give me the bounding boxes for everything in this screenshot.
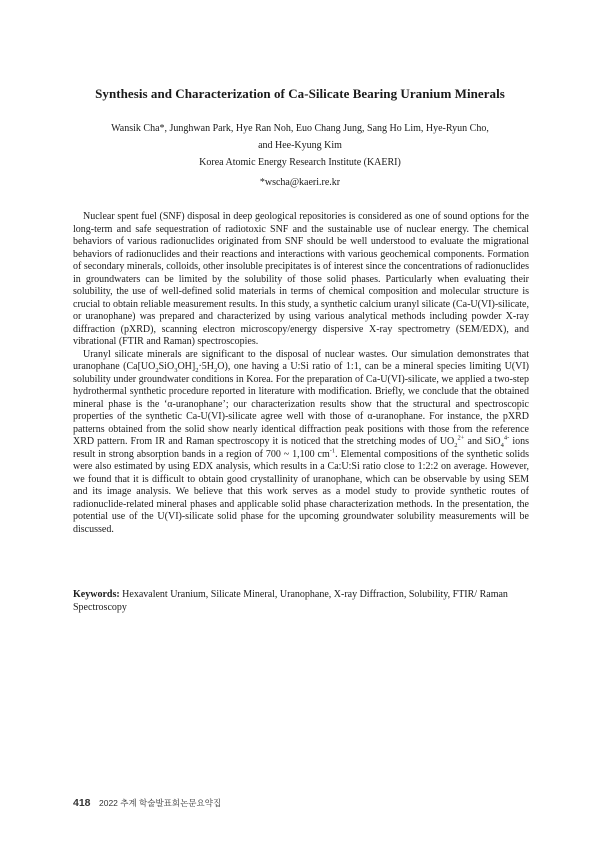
superscript: -1	[329, 447, 336, 455]
superscript: 2+	[457, 434, 465, 442]
abstract-body	[73, 211, 529, 536]
subscript: 3	[174, 367, 178, 374]
subscript: 2	[454, 442, 458, 449]
paragraph-2-text-b: O), one having a U:Si ratio of 1:1, can be a mineral species limiting U(VI) solubility under groundwater conditions in Korea. For the preparation of Ca-U(VI)-silicate, we applied a two-step hydrothermal synthetic procedure reported in literature with modification. Briefly, we conclude that the obtained mineral phase is the ‘α-uranophane’; our characterization results show that the structural and spectroscopic properties of the synthetic Ca-U(VI)-silicate agree well with those of α-uranophane. For instance, the pXRD patterns obtained from the solid show nearly identical diffraction peak positions with those from the reference XRD pattern. From IR and Raman spectroscopy it is noticed that the stretching modes of UO	[73, 361, 530, 447]
formula-part: ·5H	[198, 361, 215, 372]
formula-part: OH]	[177, 361, 196, 372]
page-number: 418	[73, 797, 91, 809]
paragraph-2-text-c: and SiO	[464, 436, 501, 447]
subscript: 2	[155, 367, 159, 374]
abstract-paragraph-1: Nuclear spent fuel (SNF) disposal in deep geological repositories is considered as one of sound options for the long-term and safe sequestration of radiotoxic SNF and the sustainable use of nuclear energy. The chemical behaviors of various radionuclides originated from SNF should be well understood to evaluate the migrational behaviors of radionuclides and their reactions and interactions with various geochemical components. Formation of secondary minerals, colloids, other insoluble precipitates is of interest since the concentrations of radionuclides in groundwaters can be limited by the solubility of those solid phases. Particularly when evaluating their solubility, the use of well-defined solid materials in terms of chemical composition and molecular structure is crucial to obtain reliable measurement results. In this study, a synthetic calcium uranyl silicate (Ca-U(VI)-silicate, or uranophane) was prepared and characterized by using various analytical methods including powder X-ray diffraction (pXRD), scanning electron microscopy/energy dispersive X-ray spectrometry (SEM/EDX), and vibrational (FTIR and Raman) spectroscopies.	[73, 211, 529, 347]
subscript: 4	[500, 442, 504, 449]
paper-title: Synthesis and Characterization of Ca-Silicate Bearing Uranium Minerals	[95, 86, 505, 101]
superscript: 4-	[503, 434, 510, 442]
subscript: 2	[214, 367, 218, 374]
keywords-label: Keywords:	[73, 589, 120, 600]
affiliation: Korea Atomic Energy Research Institute (KAERI)	[199, 157, 401, 168]
author-list-line2: and Hee-Kyung Kim	[258, 140, 342, 151]
keywords-text: Hexavalent Uranium, Silicate Mineral, Uranophane, X-ray Diffraction, Solubility, FTIR/ Raman Spectroscopy	[73, 589, 508, 613]
paragraph-2-text-d: ions result in strong absorption bands in a region of 700 ~ 1,100 cm	[73, 436, 529, 460]
subscript: 2	[195, 367, 199, 374]
paragraph-2-text-e: . Elemental compositions of the synthetic solids were also estimated by using EDX analysis, which results in a Ca:U:Si ratio close to 1:2:2 on average. However, we found that it is difficult to obtain good crystallinity of uranophane, which can be observable by using SEM and its image analysis. We believe that this work serves as a model study to provide synthetic routes of radionuclide-related mineral phases and applicable solid phase characterization methods. In the presentation, the potential use of the U(VI)-silicate solid phase for the upcoming groundwater solubility measurements will be discussed.	[73, 448, 529, 535]
paragraph-2-text-a: Uranyl silicate minerals are significant to the disposal of nuclear wastes. Our simulation demonstrates that uranophane (Ca[UO	[73, 348, 529, 372]
page-footer	[73, 793, 221, 811]
formula-part: SiO	[158, 361, 175, 372]
corresponding-email: *wscha@kaeri.re.kr	[259, 177, 341, 188]
proceedings-title: 2022 추계 학술발표회논문요약집	[98, 798, 222, 808]
author-list-line1: Wansik Cha*, Junghwan Park, Hye Ran Noh, Euo Chang Jung, Sang Ho Lim, Hye-Ryun Cho,	[111, 123, 489, 134]
keywords-section	[73, 589, 529, 614]
abstract-paragraph-2	[73, 349, 529, 537]
